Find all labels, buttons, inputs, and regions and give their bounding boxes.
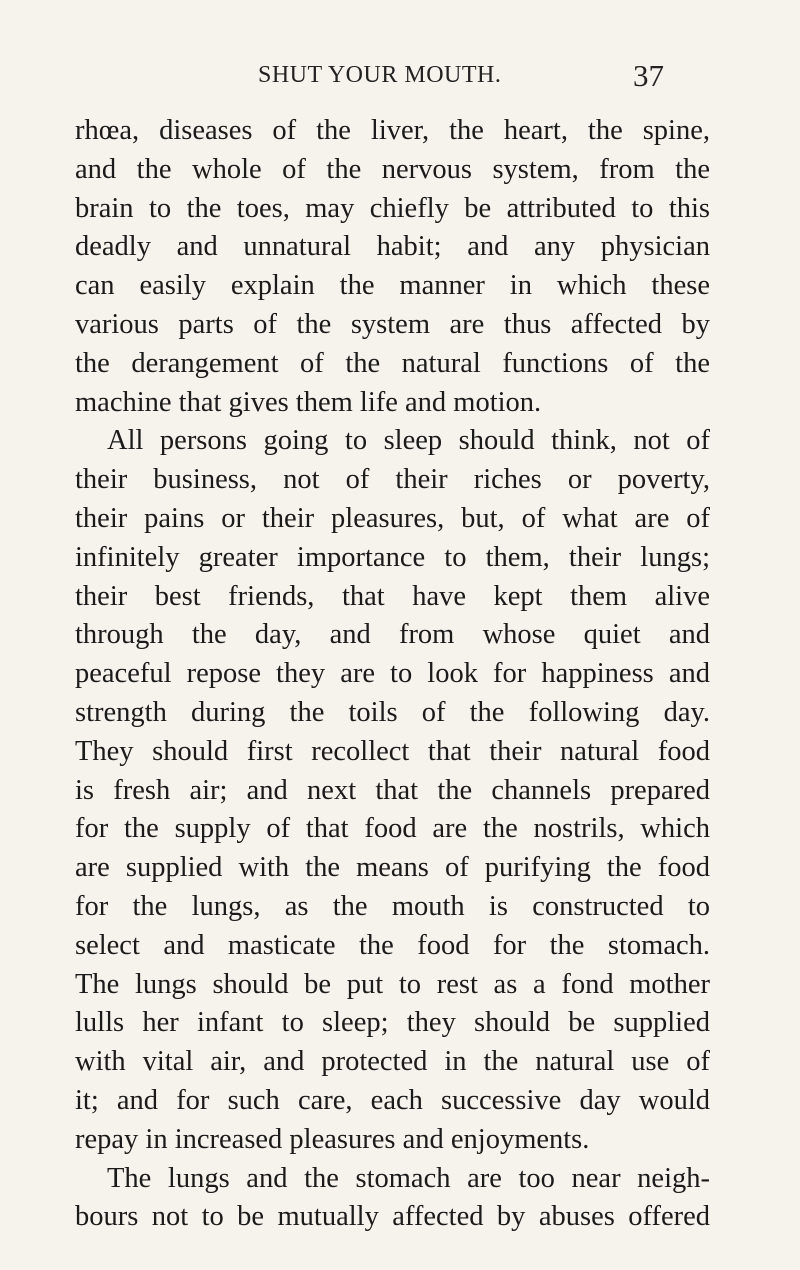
text-line: for the supply of that food are the nostrils, which <box>75 813 710 845</box>
text-line: their best friends, that have kept them alive <box>75 580 710 612</box>
page-header <box>0 58 800 102</box>
text-line: The lungs should be put to rest as a fond mother <box>75 968 710 1000</box>
text-line: They should first recollect that their natural food <box>75 735 710 767</box>
text-line: deadly and unnatural habit; and any physician <box>75 231 710 263</box>
text-line: for the lungs, as the mouth is constructed to <box>75 890 710 922</box>
text-line: infinitely greater importance to them, their lungs; <box>75 541 710 573</box>
text-line: various parts of the system are thus affected by <box>75 308 710 340</box>
page-number: 37 <box>633 58 664 93</box>
text-line: it; and for such care, each successive day would <box>75 1084 710 1116</box>
text-line: rhœa, diseases of the liver, the heart, the spine, <box>75 115 710 146</box>
text-line: through the day, and from whose quiet and <box>75 619 710 651</box>
text-line: lulls her infant to sleep; they should be supplied <box>75 1007 710 1039</box>
text-line: peaceful repose they are to look for happiness and <box>75 658 710 690</box>
text-line: The lungs and the stomach are too near neigh- <box>107 1162 710 1194</box>
text-line: bours not to be mutually affected by abuses offered <box>75 1201 710 1233</box>
text-line: is fresh air; and next that the channels prepared <box>75 774 710 806</box>
text-line: the derangement of the natural functions of the <box>75 347 710 379</box>
text-line: are supplied with the means of purifying the food <box>75 852 710 884</box>
text-line: their pains or their pleasures, but, of what are of <box>75 502 710 534</box>
text-line: select and masticate the food for the stomach. <box>75 929 710 961</box>
text-line: their business, not of their riches or poverty, <box>75 464 710 496</box>
text-line: All persons going to sleep should think, not of <box>107 425 710 457</box>
text-line: brain to the toes, may chiefly be attributed to this <box>75 192 710 224</box>
text-line: machine that gives them life and motion. <box>75 386 542 418</box>
text-line: and the whole of the nervous system, from the <box>75 153 710 185</box>
running-head: SHUT YOUR MOUTH. <box>258 62 502 88</box>
text-line: strength during the toils of the following day. <box>75 696 710 728</box>
text-line: repay in increased pleasures and enjoyments. <box>75 1123 590 1155</box>
text-line: can easily explain the manner in which these <box>75 270 710 302</box>
body-text <box>75 112 710 1237</box>
text-line: with vital air, and protected in the natural use of <box>75 1046 710 1078</box>
